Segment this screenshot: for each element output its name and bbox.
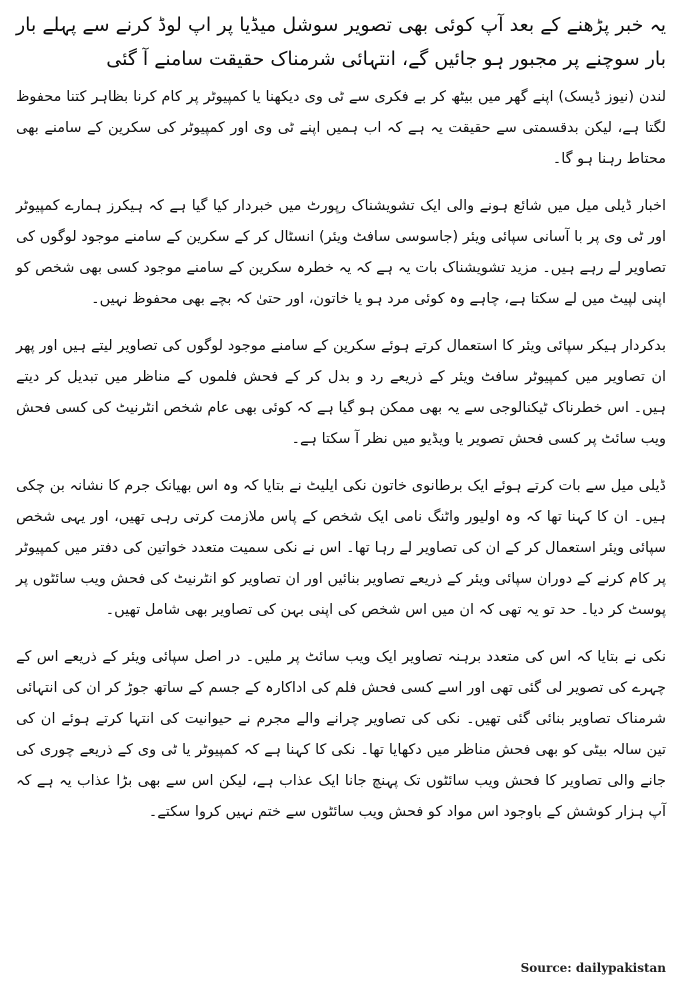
article-paragraph-1: لندن (نیوز ڈیسک) اپنے گھر میں بیٹھ کر بے فکری سے ٹی وی دیکھنا یا کمپیوٹر پر کام کرنا بظاہر کتنا محفوظ لگتا ہے، لیکن بدقسمتی سے حقیقت یہ ہے کہ اب ہمیں اپنے ٹی وی اور کمپیوٹر کی سکرین کے سامنے بھی محتاط رہنا ہو گا۔ xyxy=(16,89,666,167)
article-headline: یہ خبر پڑھنے کے بعد آپ کوئی بھی تصویر سوشل میڈیا پر اپ لوڈ کرنے سے پہلے بار بار سوچنے پر مجبور ہو جائیں گے، انتہائی شرمناک حقیقت سامنے آ گئی xyxy=(16,14,666,70)
article-paragraph-2: اخبار ڈیلی میل میں شائع ہونے والی ایک تشویشناک رپورٹ میں خبردار کیا گیا ہے کہ ہیکرز ہمارے کمپیوٹر اور ٹی وی پر با آسانی سپائی ویئر (جاسوسی سافٹ ویئر) انسٹال کر کے سکرین کے سامنے موجود لوگوں کی تصاویر لے رہے ہیں۔ مزید تشویشناک بات یہ ہے کہ یہ خطرہ سکرین کے سامنے موجود کسی بھی شخص کو اپنی لپیٹ میں لے سکتا ہے، چاہے وہ کوئی مرد ہو یا خاتون، اور حتیٰ کہ بچے بھی محفوظ نہیں۔ xyxy=(16,198,666,307)
article-paragraph-5: نکی نے بتایا کہ اس کی متعدد برہنہ تصاویر ایک ویب سائٹ پر ملیں۔ در اصل سپائی ویئر کے ذریعے اس کے چہرے کی تصویر لی گئی تھی اور اسے کسی فحش فلم کی اداکارہ کے جسم کے ساتھ جوڑ کر ان کی انتہائی شرمناک تصاویر بنائی گئی تھیں۔ نکی کی تصاویر چرانے والے مجرم نے حیوانیت کی انتہا کرتے ہوئے ان کی تین سالہ بیٹی کو بھی فحش مناظر میں دکھایا تھا۔ نکی کا کہنا ہے کہ کمپیوٹر یا ٹی وی کے ذریعے چوری کی جانے والی تصاویر کا فحش ویب سائٹوں تک پہنچ جانا ایک عذاب ہے، لیکن اس سے بھی بڑا عذاب یہ ہے کہ آپ ہزار کوشش کے باوجود اس مواد کو فحش ویب سائٹوں سے ختم نہیں کروا سکتے۔ xyxy=(16,649,666,820)
article-paragraph-3: بدکردار ہیکر سپائی ویئر کا استعمال کرتے ہوئے سکرین کے سامنے موجود لوگوں کی تصاویر لیتے ہیں اور پھر ان تصاویر میں کمپیوٹر سافٹ ویئر کے ذریعے رد و بدل کر کے فحش فلموں کے مناظر میں تبدیل کر دیتے ہیں۔ اس خطرناک ٹیکنالوجی سے یہ بھی ممکن ہو گیا ہے کہ کوئی بھی عام شخص انٹرنیٹ کی کسی فحش ویب سائٹ پر کسی فحش تصویر یا ویڈیو میں نظر آ سکتا ہے۔ xyxy=(16,338,666,447)
article-body xyxy=(16,8,666,844)
source-credit: Source: dailypakistan xyxy=(520,961,666,975)
article-paragraph-4: ڈیلی میل سے بات کرتے ہوئے ایک برطانوی خاتون نکی ایلیٹ نے بتایا کہ وہ اس بھیانک جرم کا نشانہ بن چکی ہیں۔ ان کا کہنا تھا کہ وہ اولیور واٹنگ نامی ایک شخص کے پاس ملازمت کرتی رہی تھیں، اور یہی شخص سپائی ویئر استعمال کر کے ان کی تصاویر لے رہا تھا۔ اس نے نکی سمیت متعدد خواتین کی دفتر میں کمپیوٹر پر کام کرنے کے دوران سپائی ویئر کے ذریعے تصاویر بنائیں اور ان تصاویر کو انٹرنیٹ کی فحش ویب سائٹوں پر پوسٹ کر دیا۔ حد تو یہ تھی کہ ان میں اس شخص کی اپنی بہن کی تصاویر بھی شامل تھیں۔ xyxy=(16,478,666,618)
